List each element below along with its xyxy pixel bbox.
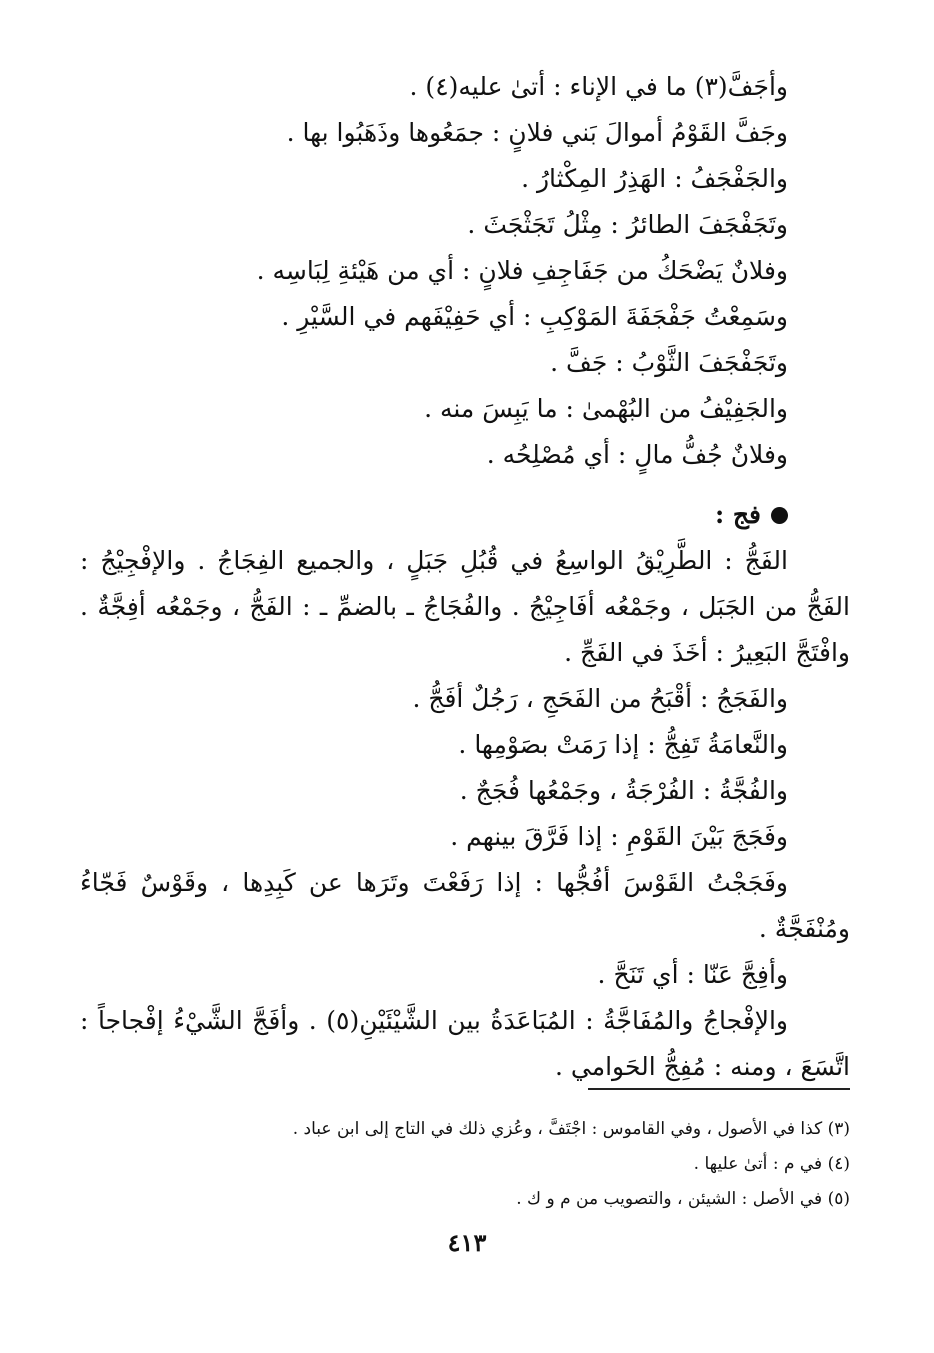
footnote-divider [588,1088,850,1090]
section-heading-text: فج : [714,500,761,529]
footnote: (٥) في الأصل : الشيئن ، والتصويب من م و ك . [516,1189,850,1209]
paragraph-line: والإفْجاجُ والمُفَاجَّةُ : المُبَاعَدَةُ بين الشَّيْئَيْنِ(٥) . وأفَجَّ الشَّيْءُ إفْجاجاً : [80,1006,788,1035]
section-heading [80,492,850,538]
entry-line: وتَجَفْجَفَ الثَّوْبُ : جَفَّ . [550,348,788,377]
bullet-icon [771,507,788,524]
entry-line: وفلانٌ يَضْحَكُ من جَفَاجِفِ فلانٍ : أي من هَيْئةِ لِبَاسِه . [256,256,788,285]
section-gap [80,478,850,492]
entry-line: وأجَفَّ(٣) ما في الإناء : أتىٰ عليه(٤) . [409,72,788,101]
entry-line: وفَجَجَ بَيْنَ القَوْمِ : إذا فَرَّقَ بينهم . [450,822,788,851]
paragraph-line: اتَّسَعَ ، ومنه : مُفِجُّ الحَوامي . [554,1052,850,1081]
entry-line: والجَفِيْفُ من البُهْمىٰ : ما يَبِسَ منه . [424,394,788,423]
page-number: ٤١٣ [447,1228,487,1257]
paragraph-line: ومُنْفَجَّةٌ . [758,914,850,943]
paragraph-line: الفَجُّ : الطَّرِيْقُ الواسِعُ في قُبُلِ جَبَلٍ ، والجميع الفِجَاجُ . والإفْجِيْجُ : [80,546,788,575]
entry-line: والجَفْجَفُ : الهَذِرُ المِكْثارُ . [521,164,788,193]
footnote: (٣) كذا في الأصول ، وفي القاموس : اجْتَفَّ ، وعُزي ذلك في التاج إلى ابن عباد . [292,1119,850,1139]
entry-line: وجَفَّ القَوْمُ أموالَ بَني فلانٍ : جمَعُوها وذَهَبُوا بها . [286,118,788,147]
paragraph-line: وافْتَجَّ البَعِيرُ : أخَذَ في الفَجِّ . [564,638,850,667]
entry-line: والفَجَجُ : أقْبَحُ من الفَحَجِ ، رَجُلٌ أفَجُّ . [412,684,788,713]
entry-line: والنَّعامَةُ تَفِجُّ : إذا رَمَتْ بصَوْمِها . [458,730,788,759]
main-text [80,64,850,1090]
entry-line: وتَجَفْجَفَ الطائرُ : مِثْلُ تَجَثْجَثَ . [467,210,788,239]
entry-line: والفُجَّةُ : الفُرْجَةُ ، وجَمْعُها فُجَجٌ . [459,776,788,805]
paragraph-line: الفَجُّ من الجَبَل ، وجَمْعُه أفَاجِيْجُ . والفُجَاجُ ـ بالضمِّ ـ : الفَجُّ ، وجَمْعُه أفِجَّةٌ . [80,592,850,621]
entry-line: وفلانٌ جُفُّ مالٍ : أي مُصْلِحُه . [486,440,788,469]
entry-line: وأفِجَّ عَنّا : أي تَنَحَّ . [597,960,788,989]
footnotes [80,1112,850,1217]
entry-line: وسَمِعْتُ جَفْجَفَةَ المَوْكِبِ : أي حَفِيْفَهم في السَّيْرِ . [281,302,788,331]
footnote: (٤) في م : أتىٰ عليها . [693,1154,850,1174]
paragraph-line: وفَجَجْتُ القَوْسَ أفُجُّها : إذا رَفَعْتَ وتَرَها عن كَبِدِها ، وقَوْسٌ فَجّاءُ [80,868,788,897]
